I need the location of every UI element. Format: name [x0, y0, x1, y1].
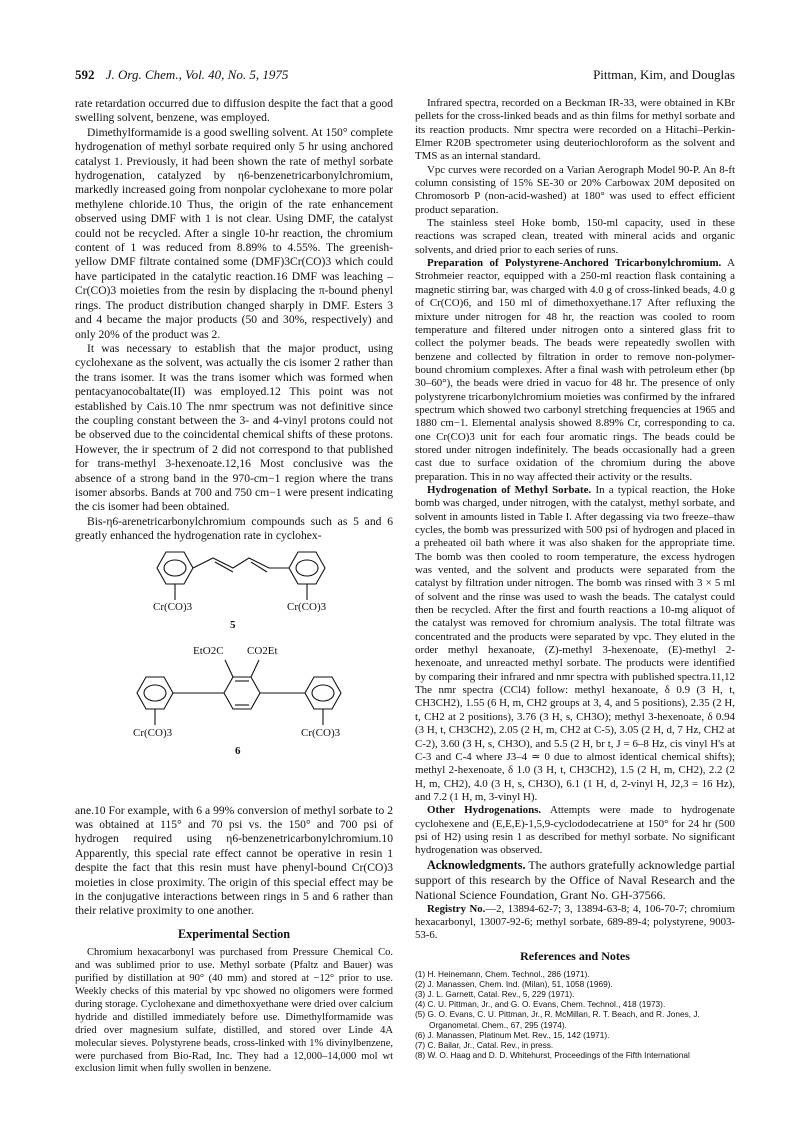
- paragraph-body: The authors gratefully acknowledge partial support of this research by the Office of Naval Research and the National Science Foundation, Grant No. GH-37566.: [415, 857, 735, 902]
- references-list: [415, 969, 735, 1061]
- ester-label: EtO2C: [193, 644, 224, 657]
- paragraph: [415, 804, 735, 857]
- reference-item: (4) C. U. Pittman, Jr., and G. O. Evans, Chem. Technol., 418 (1973).: [415, 999, 666, 1010]
- runin-heading: Other Hydrogenations.: [427, 804, 542, 817]
- compound-number: 5: [230, 618, 236, 631]
- paragraph: The stainless steel Hoke bomb, 150-ml capacity, used in these reactions was scraped clean, treated with mineral acids and organic solvents, and dried prior to each series of runs.: [415, 217, 735, 256]
- paragraph: Chromium hexacarbonyl was purchased from Pressure Chemical Co. and was sublimed prior to use. Methyl sorbate (Pfaltz and Bauer) was purified by distillation at 90° (40 mm) and stored at −12° prior to use. Weekly checks of this material by vpc showed no oligomers were formed during storage. Cyclohexane and dimethoxyethane were dried over calcium hydride and distilled immediately before use. Dimethylformamide was dried over magnesium sulfate, distilled, and stored over Linde 4A molecular sieves. Polystyrene beads, cross-linked with 1% divinylbenzene, were purchased from Bio-Rad, Inc. They had a 12,000–14,000 mol wt exclusion limit when fully swollen in benzene.: [75, 947, 393, 1075]
- paragraph: Bis-η6-arenetricarbonylchromium compounds such as 5 and 6 greatly enhanced the hydrogenation rate in cyclohex-: [75, 514, 393, 543]
- paragraph-body: In a typical reaction, the Hoke bomb was charged, under nitrogen, with the catalyst, methyl sorbate, and solvent in amounts listed in Table I. After degassing via two freeze–thaw cycles, the bomb was pressurized with 500 psi of hydrogen and placed in a preheated oil bath where it was also shaken for the appropriate time. The bomb was then cooled to room temperature, the excess hydrogen was vented, and the solvent and products were separated from the catalyst by filtration under nitrogen. The bomb was rinsed with 3 × 5 ml of solvent and the rinse was used to wash the beads. The catalyst could then be recycled. After the first and fourth reactions a 10-mg aliquot of the catalyst was removed for chromium analysis. The total filtrate was concentrated and the products were separated by vpc. They eluted in the order methyl hexanoate, (Z)-methyl 3-hexenoate, (E)-methyl 2-hexenoate, and unreacted methyl sorbate. The products were identified by comparing their infrared and nmr spectra with published spectra.11,12 The nmr spectra (CCl4) follow: methyl hexanoate, δ 0.9 (3 H, t, CH3CH2), 1.55 (6 H, m, CH2 groups at 3, 4, and 5 positions), 2.35 (2 H, t, CH2 at 2 positions), 3.76 (3 H, s, CH3O); methyl 3-hexenoate, δ 0.94 (3 H, t, CH3CH2), 2.05 (2 H, m, CH2 at C-5), 3.05 (2 H, d, 7 Hz, CH2 at C-2), 3.60 (3 H, s, CH3O), and 5.5 (2 H, br t, J = 6–8 Hz, cis vinyl H's at C-3 and C-4 where J3–4 ≃ 0 due to almost identical chemical shifts); methyl 2-hexenoate, δ 1.0 (3 H, t, CH3CH2), 1.5 (2 H, m, CH2), 2.2 (2 H, m, CH2), 4.0 (3 H, s, CH3O), 6.1 (1 H, d, 2-vinyl H, J2,3 = 16 Hz), and 7.2 (1 H, m, 3-vinyl H).: [415, 483, 735, 803]
- journal-citation: J. Org. Chem., Vol. 40, No. 5, 1975: [105, 67, 289, 82]
- paragraph: ane.10 For example, with 6 a 99% conversion of methyl sorbate to 2 was obtained at 115° and 70 psi vs. the 150° and 700 psi of hydrogen required using η6-benzenetricarbonylchromium.10 Apparently, this special rate effect cannot be operative in resin 1 despite the fact that this resin must have phenyl-bound Cr(CO)3 moieties in close proximity. The origin of this special effect may be in the conjugative interactions between rings in 5 and 6 rather than their relative proximity to one another.: [75, 803, 393, 918]
- page-number: 592: [75, 67, 95, 82]
- reference-item: (2) J. Manassen, Chem. Ind. (Milan), 51, 1058 (1969).: [415, 978, 613, 989]
- runin-heading: Hydrogenation of Methyl Sorbate.: [427, 483, 592, 496]
- runin-heading: Acknowledgments.: [427, 857, 526, 872]
- crco-label: Cr(CO)3: [153, 600, 193, 613]
- ester-label: CO2Et: [247, 644, 278, 657]
- right-column: [415, 97, 735, 1060]
- chemical-structures-figure: [75, 548, 393, 798]
- reference-item: (1) H. Heinemann, Chem. Technol., 286 (1971).: [415, 968, 590, 979]
- reference-item: (6) J. Manassen, Platinum Met. Rev., 15, 142 (1971).: [415, 1029, 610, 1040]
- crco-label: Cr(CO)3: [287, 600, 327, 613]
- paragraph-body: —2, 13894-62-7; 3, 13894-63-8; 4, 106-70-7; chromium hexacarbonyl, 13007-92-6; methyl sorbate, 689-89-4; polystyrene, 9003-53-6.: [415, 902, 735, 941]
- header-authors: Pittman, Kim, and Douglas: [593, 67, 735, 82]
- paragraph: [415, 484, 735, 804]
- crco-label: Cr(CO)3: [301, 726, 341, 739]
- paragraph: It was necessary to establish that the major product, using cyclohexane as the solvent, was actually the cis isomer 2 rather than the trans isomer. It was the trans isomer which was formed when pentacyanocobaltate(II) was employed.12 This point was not established by Cais.10 The nmr spectrum was not definitive since the coupling constant between the 3- and 4-vinyl protons could not be observed due to the coincidental chemical shifts of these protons. However, the ir spectrum of 2 did not correspond to that published for trans-methyl 3-hexenoate.12,16 Most conclusive was the absence of a strong band in the 970-cm−1 region where the trans isomer absorbs. Bands at 700 and 750 cm−1 were present indicating the cis isomer had been obtained.: [75, 341, 393, 514]
- reference-item: (8) W. O. Haag and D. D. Whitehurst, Proceedings of the Fifth International: [415, 1050, 690, 1061]
- paragraph: Dimethylformamide is a good swelling solvent. At 150° complete hydrogenation of methyl sorbate required only 5 hr using anchored catalyst 1. Previously, it had been shown the rate of methyl sorbate hydrogenation, catalyzed by η6-benzenetricarbonylchromium, markedly increased going from nonpolar cyclohexane to more polar methylene chloride.10 Thus, the origin of the rate enhancement observed using DMF with 1 is not clear. Using DMF, the catalyst could not be recycled. After a single 10-hr reaction, the chromium content of 1 was reduced from 8.89% to 4.55%. The greenish-yellow DMF filtrate contained some (DMF)3Cr(CO)3 which could have participated in the catalytic reaction.16 DMF was leaching –Cr(CO)3 moieties from the resin by displacing the π-bound phenyl rings. The product distribution changed sharply in DMF. Esters 3 and 4 became the major products (50 and 30%, respectively) and only 20% of the product was 2.: [75, 125, 393, 341]
- paragraph-body: Attempts were made to hydrogenate cyclohexene and (E,E,E)-1,5,9-cyclododecatriene at 150° for 24 hr (500 psi of H2) using resin 1 as described for methyl sorbate. No significant hydrogenation was observed.: [415, 804, 735, 857]
- page-header: [75, 67, 735, 87]
- runin-heading: Registry No.: [427, 902, 486, 915]
- paragraph-body: A Strohmeier reactor, equipped with a 250-ml reaction flask containing a magnetic stirring bar, was charged with 4.0 g of cross-linked beads, 4.0 g of Cr(CO)6, and 150 ml of dimethoxyethane.17 After refluxing the mixture under nitrogen for 48 hr, the reaction was cooled to room temperature and filtered under nitrogen onto a sintered glass frit to collect the polymer beads. The beads were repeatedly swollen with benzene and collected by filtration in order to remove non-polymer-bound chromium complexes. After a final wash with petroleum ether (bp 30–60°), the beads were dried in vacuo for 48 hr. The presence of only polystyrene tricarbonylchromium moieties was confirmed by the infrared spectrum which showed two carbonyl stretching frequencies at 1965 and 1880 cm−1. Elemental analysis showed 8.89% Cr, corresponding to ca. one Cr(CO)3 unit for each four aromatic rings. The beads could be stored under nitrogen indefinitely. The beads occasionally had a green cast due to surface oxidation of the chromium during the above preparation. This in no way affected their activity or the results.: [415, 257, 735, 483]
- section-title: Experimental Section: [177, 926, 291, 941]
- crco-label: Cr(CO)3: [133, 726, 173, 739]
- structures-drawing: [75, 548, 393, 798]
- paragraph: Infrared spectra, recorded on a Beckman IR-33, were obtained in KBr pellets for the cross-linked beads and as thin films for methyl sorbate and its reaction products. Nmr spectra were recorded on a Hitachi–Perkin-Elmer R20B spectrometer using deuteriochloroform as the solvent and TMS as an internal standard.: [415, 97, 735, 163]
- references-title: References and Notes: [520, 949, 630, 964]
- left-column: [75, 97, 393, 1076]
- registry-numbers: [415, 903, 735, 943]
- paragraph: [415, 257, 735, 484]
- reference-item: (5) G. O. Evans, C. U. Pittman, Jr., R. McMillan, R. T. Beach, and R. Jones, J. Organometal. Chem., 67, 295 (1974).: [415, 1009, 700, 1030]
- runin-heading: Preparation of Polystyrene-Anchored Tricarbonylchromium.: [427, 257, 722, 270]
- acknowledgments: [415, 858, 735, 903]
- paragraph: Vpc curves were recorded on a Varian Aerograph Model 90-P. An 8-ft column consisting of 15% SE-30 or 20% Carbowax 20M deposited on Chromosorb P (non-acid-washed) at 180° was used to effect efficient product separation.: [415, 163, 735, 216]
- reference-item: (3) J. L. Garnett, Catal. Rev., 5, 229 (1971).: [415, 988, 575, 999]
- compound-number: 6: [235, 744, 241, 757]
- paragraph: rate retardation occurred due to diffusion despite the fact that a good swelling solvent, benzene, was employed.: [75, 97, 393, 125]
- header-left: [75, 67, 288, 83]
- reference-item: (7) C. Bailar, Jr., Catal. Rev., in press.: [415, 1039, 554, 1050]
